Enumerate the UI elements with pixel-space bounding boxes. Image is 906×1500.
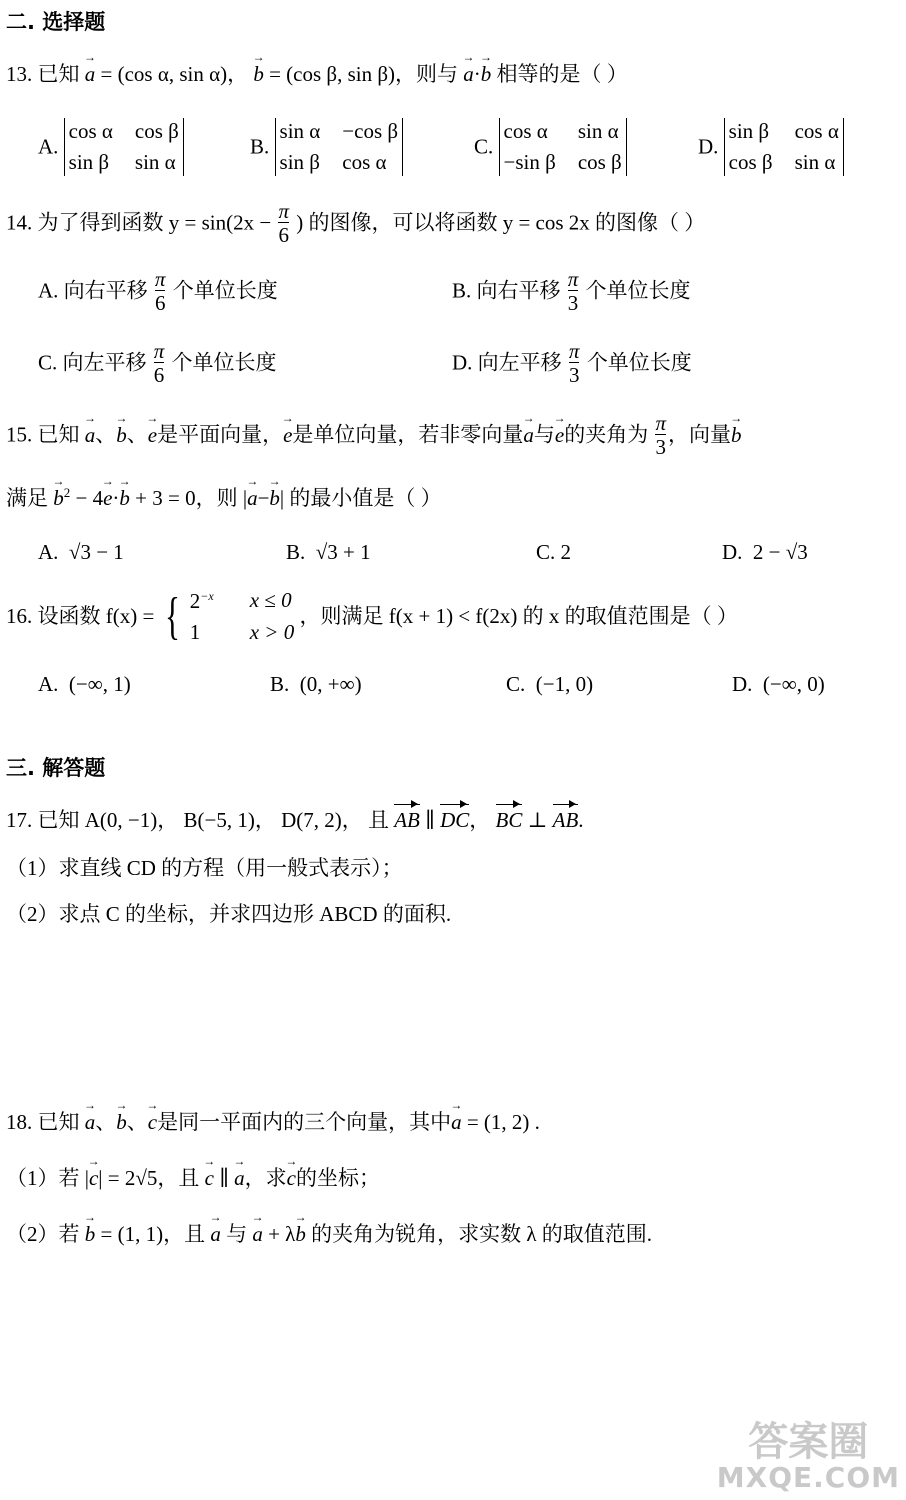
- q14-option-d[interactable]: D. 向左平移 $\frac{\pi}{3}$ 个单位长度: [452, 339, 692, 388]
- q17-part-1: （1）求直线 CD 的方程（用一般式表示）；: [6, 856, 403, 880]
- q15-option-d[interactable]: D. 2 − √3: [722, 540, 808, 564]
- q16-option-d[interactable]: D. (−∞, 0): [732, 672, 825, 696]
- section-title-choice: 二. 选择题: [6, 10, 106, 34]
- q16-option-b[interactable]: B. (0, +∞): [270, 672, 362, 696]
- q15-option-b[interactable]: B. √3 + 1: [286, 540, 371, 564]
- question-16-stem: 16. 设函数 f(x) = { $2^{-x}$ x ≤ 0 1 x > 0 ，则满足 f(x + 1) < f(2x) 的 x 的取值范围是（ ）: [6, 587, 738, 645]
- q15-option-c[interactable]: C. 2: [536, 540, 572, 564]
- q17-part-2: （2）求点 C 的坐标，并求四边形 ABCD 的面积.: [6, 902, 452, 926]
- determinant: sin β cos α cos β sin α: [724, 118, 844, 176]
- q13-option-d[interactable]: D. sin β cos α cos β sin α: [698, 118, 844, 176]
- vector-b: → b: [253, 64, 264, 85]
- q18-part-1: （1）若 |→ c| = 2√5，且 → c ∥ → a，求→ c的坐标；: [6, 1168, 380, 1189]
- determinant: cos α cos β sin β sin α: [64, 118, 184, 176]
- q15-option-a[interactable]: A. √3 − 1: [38, 540, 124, 564]
- q13-option-c[interactable]: C. cos α sin α −sin β cos β: [474, 118, 627, 176]
- question-13-stem: 13. 已知 → a = (cos α, sin α)， → b = (cos β, sin β)，则与 → a·→ b 相等的是（ ）: [6, 64, 628, 85]
- q14-option-c[interactable]: C. 向左平移 $\frac{\pi}{6}$ 个单位长度: [38, 339, 277, 388]
- watermark-logo: 答案圈 MXQE.COM: [716, 1418, 900, 1494]
- left-brace: {: [164, 587, 180, 645]
- q18-part-2: （2）若 → b = (1, 1)，且 → a 与 → a + λ→ b 的夹角为锐角，求实数 λ 的取值范围.: [6, 1224, 652, 1245]
- determinant: sin α −cos β sin β cos α: [275, 118, 404, 176]
- question-15-stem-line1: 15. 已知 → a、→ b、→ e是平面向量，→ e是单位向量，若非零向量→ a与→ e的夹角为 $\frac{\pi}{3}$ ，向量→ b: [6, 412, 742, 458]
- section-title-answer: 三. 解答题: [6, 756, 106, 780]
- question-18-stem: 18. 已知 → a、→ b、→ c是同一平面内的三个向量，其中→ a = (1, 2) .: [6, 1112, 540, 1133]
- question-14-stem: 14. 为了得到函数 y = sin(2x − $\frac{\pi}{6}$ ) 的图像，可以将函数 y = cos 2x 的图像（ ）: [6, 199, 706, 248]
- q13-option-a[interactable]: A. cos α cos β sin β sin α: [38, 118, 184, 176]
- q16-option-c[interactable]: C. (−1, 0): [506, 672, 594, 696]
- question-17-stem: 17. 已知 A(0, −1)， B(−5, 1)， D(7, 2)， 且 AB ∥ DC， BC ⊥ AB.: [6, 808, 584, 832]
- determinant: cos α sin α −sin β cos β: [499, 118, 627, 176]
- question-15-stem-line2: 满足 → $b^2 - 4\to e\cdot\to b + 3 = 0$，则 |→ a−→ b| 的最小值是（ ）: [6, 486, 442, 509]
- q14-option-b[interactable]: B. 向右平移 $\frac{\pi}{3}$ 个单位长度: [452, 267, 691, 316]
- q13-option-b[interactable]: B. sin α −cos β sin β cos α: [250, 118, 403, 176]
- q14-option-a[interactable]: A. 向右平移 $\frac{\pi}{6}$ 个单位长度: [38, 267, 278, 316]
- q16-option-a[interactable]: A. (−∞, 1): [38, 672, 131, 696]
- vector-a: → a: [85, 64, 96, 85]
- q13-number: 13.: [6, 62, 33, 86]
- piecewise-definition: $2^{-x}$ x ≤ 0 1 x > 0: [189, 588, 295, 644]
